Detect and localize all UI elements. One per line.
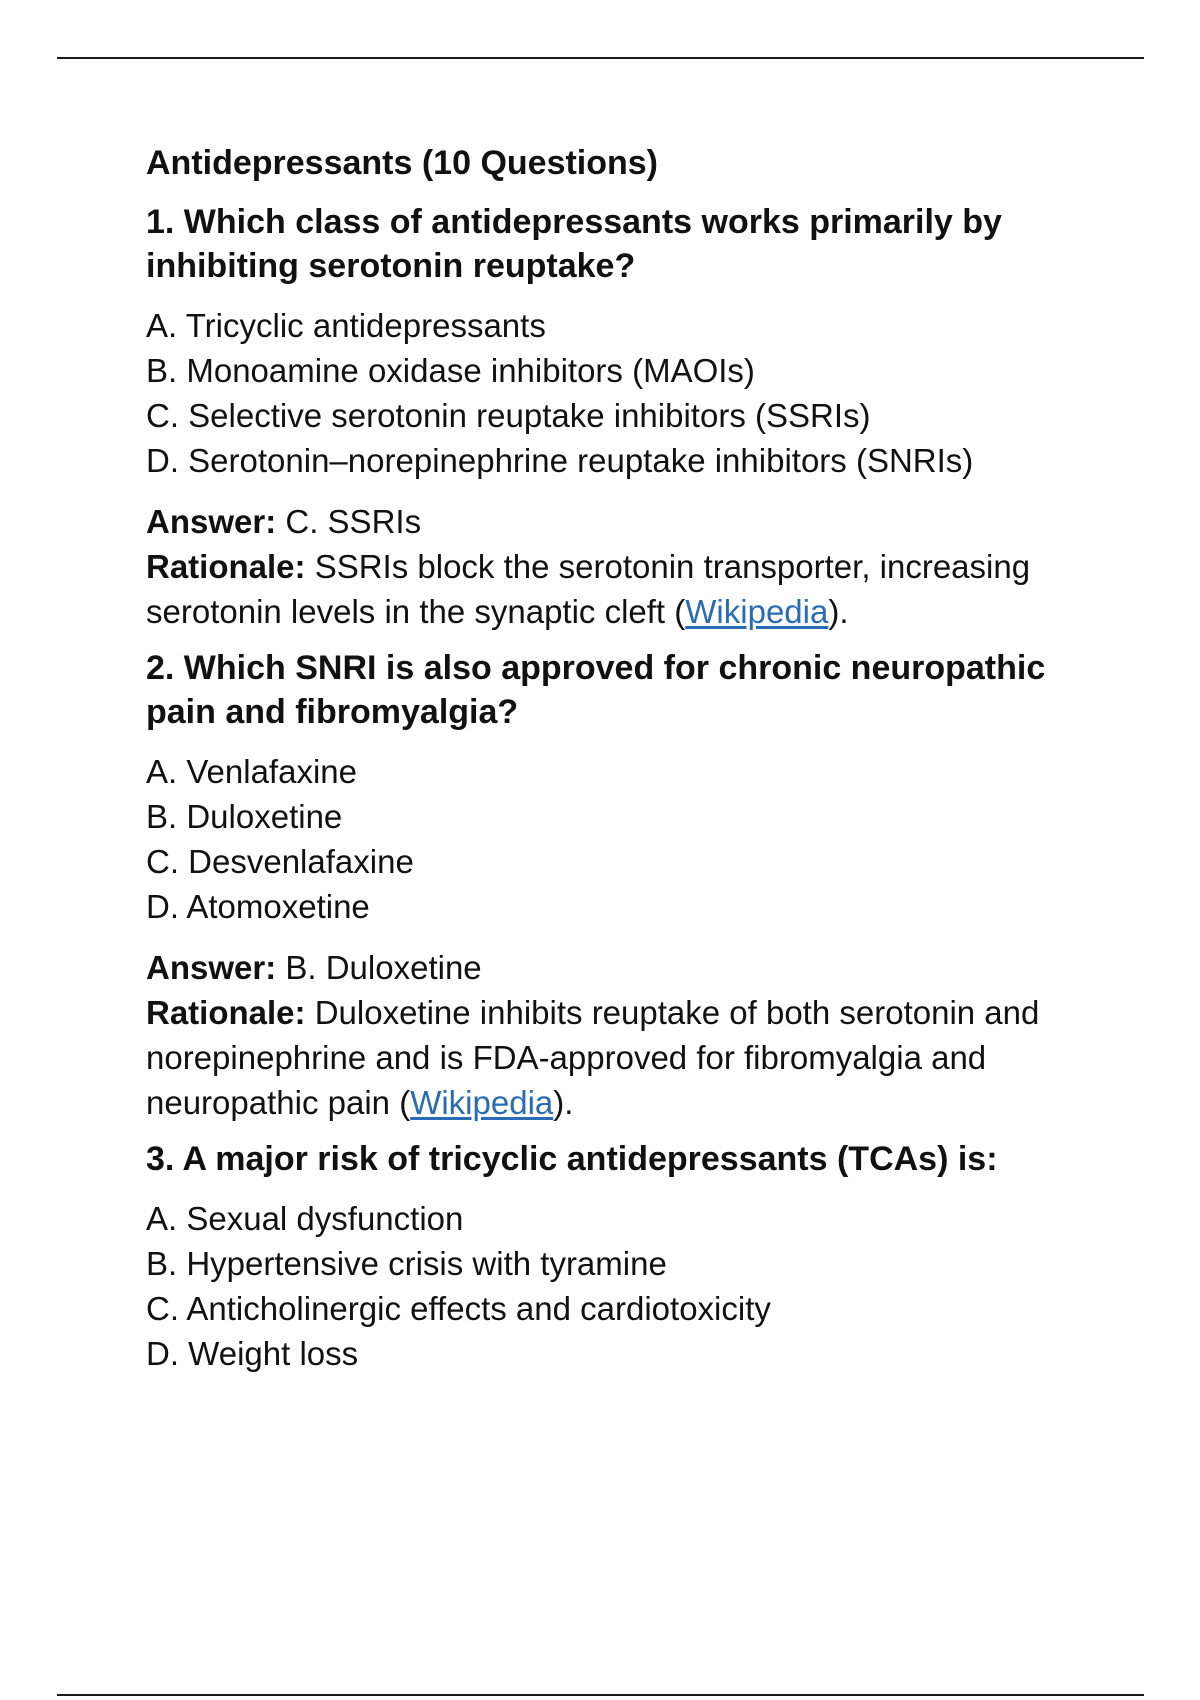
rationale-line bbox=[146, 544, 1086, 634]
answer-value: B. Duloxetine bbox=[285, 949, 482, 986]
option-item: C. Selective serotonin reuptake inhibitors (SSRIs) bbox=[146, 397, 871, 434]
option-item: D. Serotonin–norepinephrine reuptake inhibitors (SNRIs) bbox=[146, 442, 974, 479]
option-item: A. Tricyclic antidepressants bbox=[146, 307, 546, 344]
source-open: ( bbox=[399, 1084, 411, 1121]
question-prompt: 3. A major risk of tricyclic antidepressants (TCAs) is: bbox=[146, 1140, 998, 1178]
rationale-text: SSRIs block the serotonin transporter, increasing serotonin levels in the synaptic cleft bbox=[146, 548, 1031, 630]
rationale-label: Rationale: bbox=[146, 548, 306, 585]
option-item: C. Desvenlafaxine bbox=[146, 843, 414, 880]
answer-value: C. SSRIs bbox=[285, 503, 422, 540]
option-list bbox=[146, 749, 1086, 929]
rationale-label: Rationale: bbox=[146, 994, 306, 1031]
question-1 bbox=[146, 200, 1086, 634]
answer-label: Answer: bbox=[146, 503, 277, 540]
option-item: B. Duloxetine bbox=[146, 798, 343, 835]
top-rule bbox=[57, 57, 1144, 59]
option-item: A. Venlafaxine bbox=[146, 753, 357, 790]
answer-line bbox=[146, 499, 1086, 544]
option-item: A. Sexual dysfunction bbox=[146, 1200, 464, 1237]
question-2 bbox=[146, 646, 1086, 1125]
answer-block bbox=[146, 945, 1086, 1125]
source-close: ). bbox=[828, 593, 849, 630]
wikipedia-link[interactable]: Wikipedia bbox=[410, 1084, 554, 1121]
option-item: D. Weight loss bbox=[146, 1335, 359, 1372]
source-close: ). bbox=[553, 1084, 574, 1121]
document-body bbox=[146, 140, 1086, 1392]
option-list bbox=[146, 1196, 1086, 1376]
source-open: ( bbox=[674, 593, 686, 630]
page-title: Antidepressants (10 Questions) bbox=[146, 144, 659, 182]
rationale-text: Duloxetine inhibits reuptake of both serotonin and norepinephrine and is FDA-approved for fibromyalgia and neuropathic pain bbox=[146, 994, 1040, 1121]
option-item: D. Atomoxetine bbox=[146, 888, 370, 925]
bottom-rule bbox=[57, 1694, 1144, 1696]
option-list bbox=[146, 303, 1086, 483]
question-prompt: 2. Which SNRI is also approved for chronic neuropathic pain and fibromyalgia? bbox=[146, 649, 1046, 731]
option-item: B. Monoamine oxidase inhibitors (MAOIs) bbox=[146, 352, 755, 389]
question-3 bbox=[146, 1137, 1086, 1376]
option-item: B. Hypertensive crisis with tyramine bbox=[146, 1245, 667, 1282]
answer-line bbox=[146, 945, 1086, 990]
answer-label: Answer: bbox=[146, 949, 277, 986]
question-prompt: 1. Which class of antidepressants works primarily by inhibiting serotonin reuptake? bbox=[146, 203, 1002, 285]
option-item: C. Anticholinergic effects and cardiotoxicity bbox=[146, 1290, 771, 1327]
wikipedia-link[interactable]: Wikipedia bbox=[685, 593, 829, 630]
rationale-line bbox=[146, 990, 1086, 1125]
answer-block bbox=[146, 499, 1086, 634]
